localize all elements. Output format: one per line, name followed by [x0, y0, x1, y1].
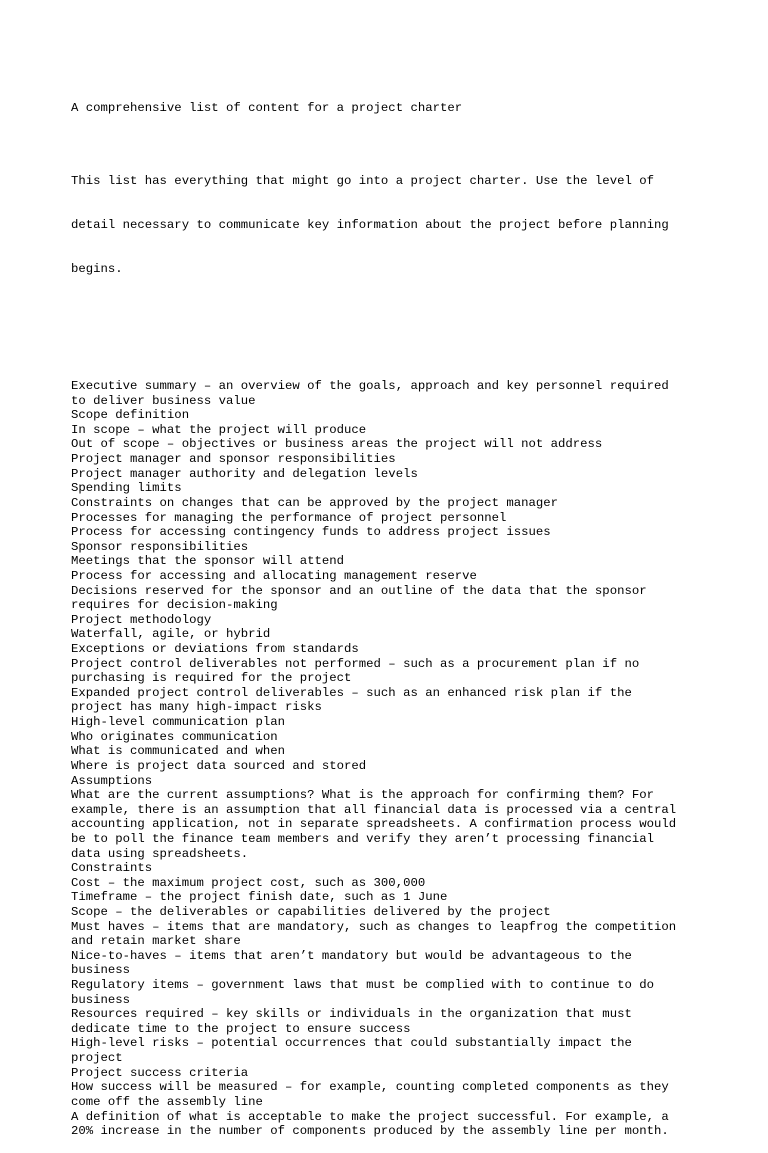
- body-line: business: [71, 963, 131, 978]
- body-line: Resources required – key skills or individuals in the organization that must: [71, 1007, 632, 1022]
- body-line: requires for decision-making: [71, 598, 278, 613]
- body-line: 20% increase in the number of components produced by the assembly line per month.: [71, 1124, 669, 1139]
- body-line: What are the current assumptions? What is the approach for confirming them? For: [71, 788, 654, 803]
- body-line: Regulatory items – government laws that must be complied with to continue to do: [71, 978, 654, 993]
- body-line: Project manager and sponsor responsibilities: [71, 452, 396, 467]
- body-line: dedicate time to the project to ensure success: [71, 1021, 411, 1036]
- body-line: In scope – what the project will produce: [71, 422, 367, 437]
- body-line: Constraints: [71, 861, 153, 876]
- body-line: example, there is an assumption that all financial data is processed via a central: [71, 802, 677, 817]
- intro-line: begins.: [71, 262, 123, 277]
- body-line: Project control deliverables not performed – such as a procurement plan if no: [71, 656, 640, 671]
- body-line: Out of scope – objectives or business areas the project will not address: [71, 437, 603, 452]
- body-line: High-level risks – potential occurrences that could substantially impact the: [71, 1036, 632, 1051]
- body-line: Process for accessing contingency funds to address project issues: [71, 525, 551, 540]
- body-content: [71, 379, 701, 1139]
- body-line: accounting application, not in separate spreadsheets. A confirmation process would: [71, 817, 677, 832]
- body-line: Sponsor responsibilities: [71, 539, 249, 554]
- body-line: Waterfall, agile, or hybrid: [71, 627, 271, 642]
- body-line: project: [71, 1051, 123, 1066]
- body-line: Must haves – items that are mandatory, such as changes to leapfrog the competition: [71, 919, 677, 934]
- body-line: Timeframe – the project finish date, such as 1 June: [71, 890, 448, 905]
- document-page: [71, 72, 701, 1153]
- body-line: come off the assembly line: [71, 1094, 263, 1109]
- body-line: Executive summary – an overview of the goals, approach and key personnel required: [71, 379, 669, 394]
- intro-line: This list has everything that might go into a project charter. Use the level of: [71, 174, 654, 189]
- body-line: Constraints on changes that can be approved by the project manager: [71, 495, 559, 510]
- body-line: What is communicated and when: [71, 744, 286, 759]
- body-line: How success will be measured – for example, counting completed components as they: [71, 1080, 669, 1095]
- body-line: and retain market share: [71, 934, 241, 949]
- body-line: High-level communication plan: [71, 715, 286, 730]
- body-line: to deliver business value: [71, 393, 256, 408]
- body-line: Exceptions or deviations from standards: [71, 642, 359, 657]
- body-line: Decisions reserved for the sponsor and an outline of the data that the sponsor: [71, 583, 647, 598]
- body-line: Where is project data sourced and stored: [71, 758, 367, 773]
- body-line: Spending limits: [71, 481, 182, 496]
- body-line: Project manager authority and delegation levels: [71, 466, 418, 481]
- document-title: A comprehensive list of content for a project charter: [71, 101, 463, 116]
- body-line: Scope – the deliverables or capabilities delivered by the project: [71, 904, 551, 919]
- intro-paragraph: [71, 145, 701, 306]
- body-line: Expanded project control deliverables – such as an enhanced risk plan if the: [71, 685, 632, 700]
- body-line: business: [71, 992, 131, 1007]
- body-line: Project success criteria: [71, 1065, 249, 1080]
- body-line: Cost – the maximum project cost, such as 300,000: [71, 875, 426, 890]
- body-line: Process for accessing and allocating management reserve: [71, 568, 477, 583]
- body-line: A definition of what is acceptable to make the project successful. For example, a: [71, 1109, 669, 1124]
- body-line: purchasing is required for the project: [71, 671, 352, 686]
- body-line: be to poll the finance team members and verify they aren’t processing financial: [71, 831, 654, 846]
- body-line: Assumptions: [71, 773, 153, 788]
- intro-line: detail necessary to communicate key information about the project before planning: [71, 218, 669, 233]
- body-line: Nice-to-haves – items that aren’t mandatory but would be advantageous to the: [71, 948, 632, 963]
- body-line: Processes for managing the performance of project personnel: [71, 510, 507, 525]
- paragraph-gap: [71, 335, 701, 350]
- body-line: Scope definition: [71, 408, 190, 423]
- body-line: data using spreadsheets.: [71, 846, 249, 861]
- body-line: Who originates communication: [71, 729, 278, 744]
- body-line: Project methodology: [71, 612, 212, 627]
- body-line: project has many high-impact risks: [71, 700, 322, 715]
- body-line: Meetings that the sponsor will attend: [71, 554, 345, 569]
